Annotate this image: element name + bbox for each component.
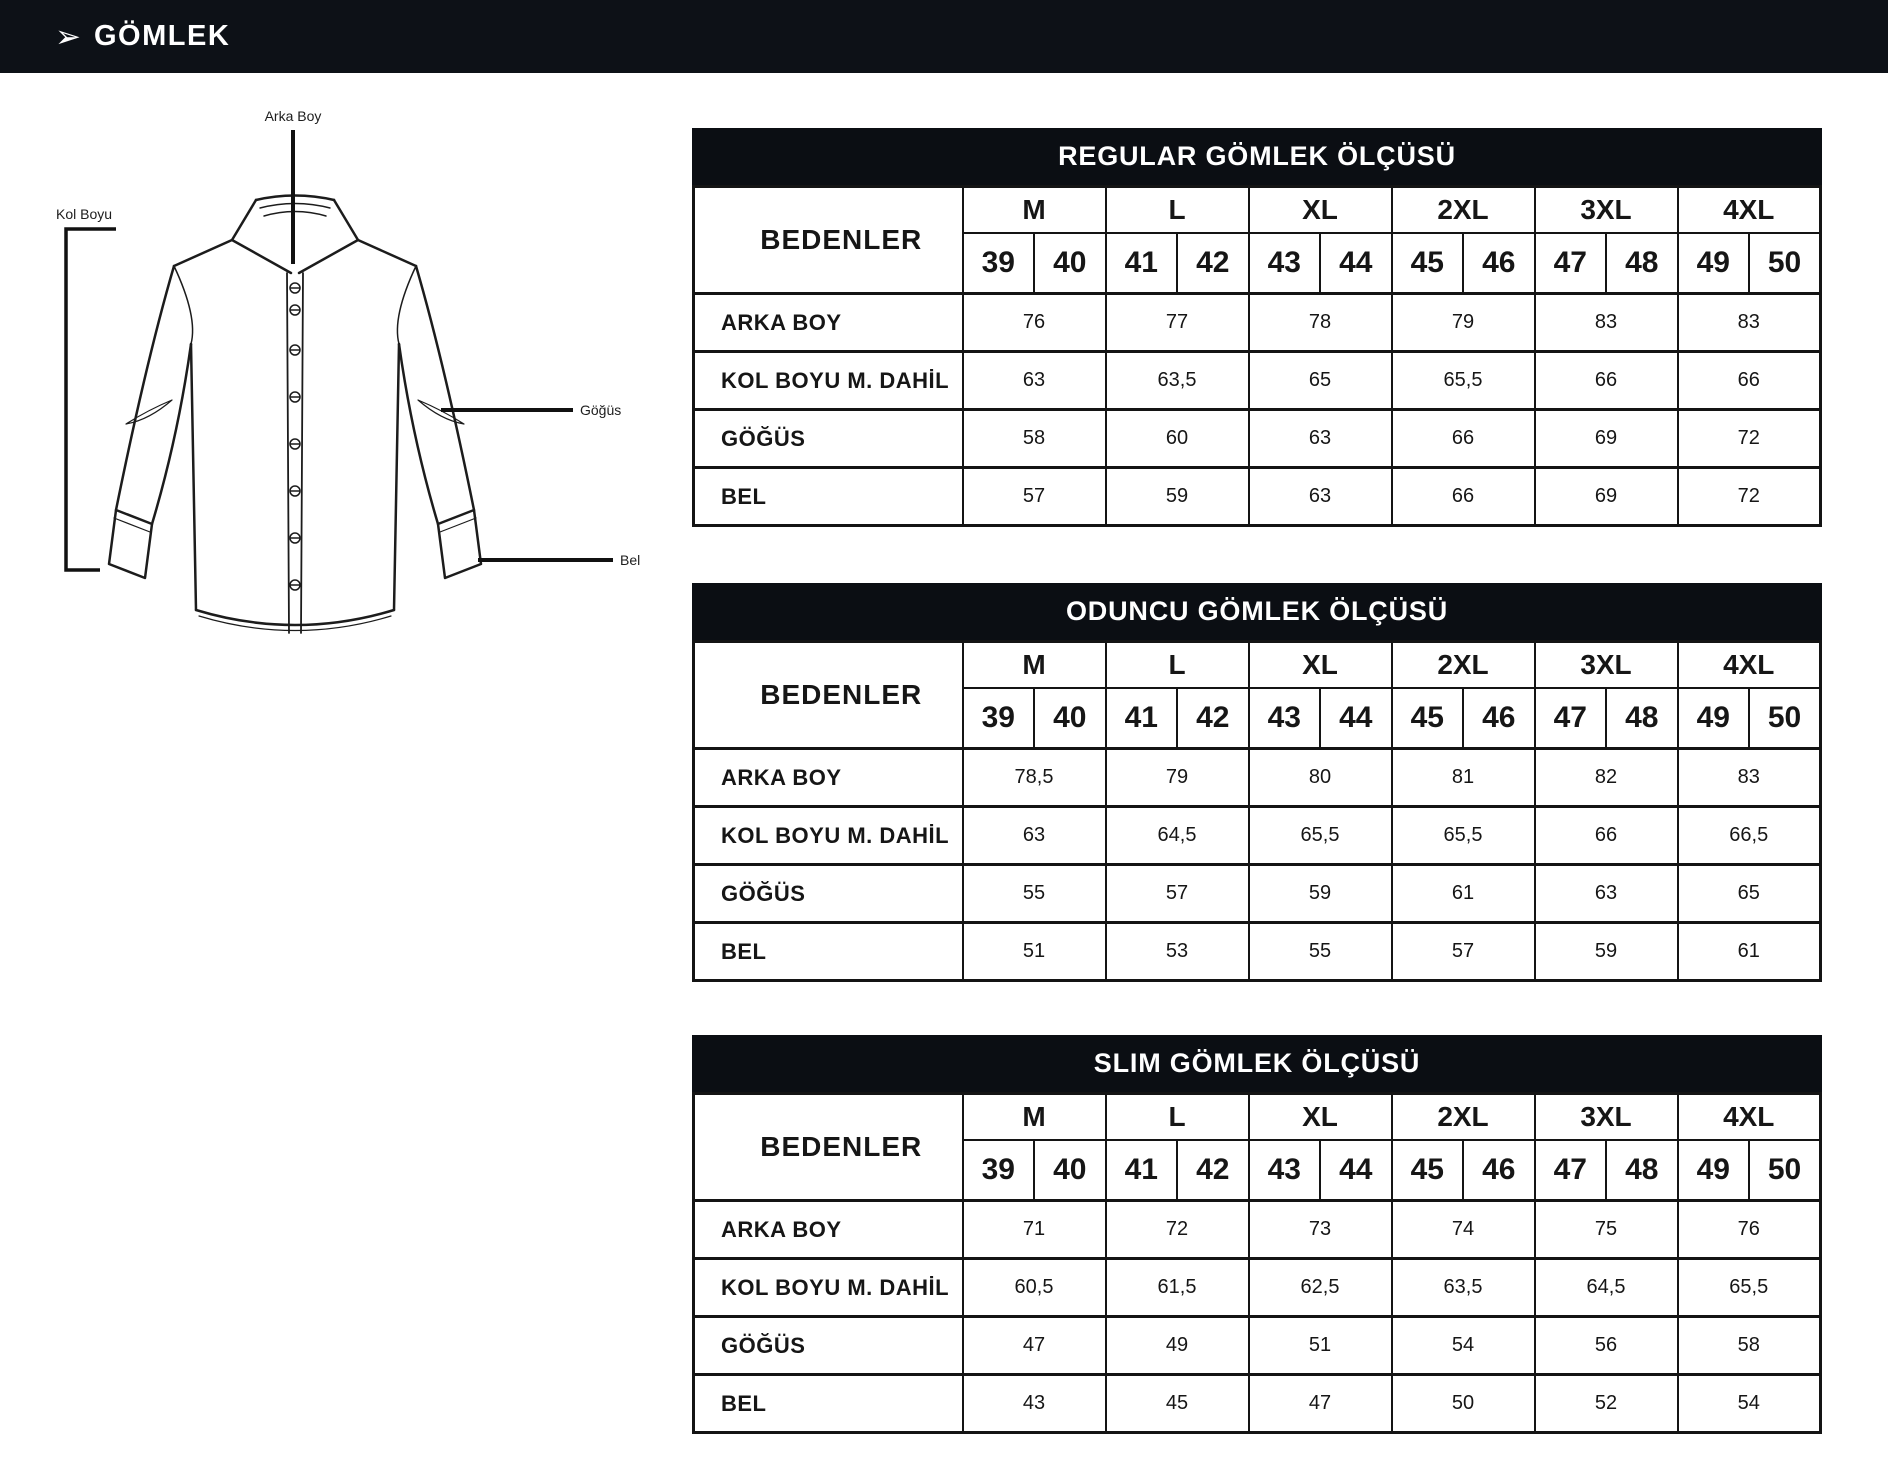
size-number-header: 49 bbox=[1678, 1140, 1750, 1201]
measurement-value: 63 bbox=[963, 352, 1106, 410]
size-group-header: 4XL bbox=[1678, 1094, 1821, 1140]
measurement-value: 65 bbox=[1678, 865, 1821, 923]
measurement-row-label: KOL BOYU M. DAHİL bbox=[694, 352, 963, 410]
measurement-value: 66 bbox=[1678, 352, 1821, 410]
measurement-value: 59 bbox=[1535, 923, 1678, 981]
shirt-buttons bbox=[290, 283, 300, 590]
measurement-value: 53 bbox=[1106, 923, 1249, 981]
size-number-header: 42 bbox=[1177, 688, 1249, 749]
size-number-header: 44 bbox=[1320, 233, 1392, 294]
measurement-value: 79 bbox=[1106, 749, 1249, 807]
measurement-value: 61,5 bbox=[1106, 1259, 1249, 1317]
size-number-header: 46 bbox=[1463, 688, 1535, 749]
size-number-header: 42 bbox=[1177, 233, 1249, 294]
measurement-value: 51 bbox=[963, 923, 1106, 981]
measurement-value: 83 bbox=[1678, 749, 1821, 807]
size-group-header: XL bbox=[1249, 187, 1392, 233]
size-number-header: 47 bbox=[1535, 1140, 1607, 1201]
size-group-header: 3XL bbox=[1535, 1094, 1678, 1140]
measurement-value: 74 bbox=[1392, 1201, 1535, 1259]
size-table-oduncu bbox=[692, 583, 1822, 982]
measurement-value: 43 bbox=[963, 1375, 1106, 1433]
size-table-regular bbox=[692, 128, 1822, 527]
measurement-value: 61 bbox=[1678, 923, 1821, 981]
size-group-header: 3XL bbox=[1535, 642, 1678, 688]
size-number-header: 50 bbox=[1749, 233, 1821, 294]
measurement-value: 60,5 bbox=[963, 1259, 1106, 1317]
measurement-value: 63,5 bbox=[1106, 352, 1249, 410]
size-number-header: 39 bbox=[963, 688, 1035, 749]
size-group-header: 2XL bbox=[1392, 642, 1535, 688]
size-number-header: 46 bbox=[1463, 233, 1535, 294]
measurement-value: 82 bbox=[1535, 749, 1678, 807]
measurement-value: 59 bbox=[1249, 865, 1392, 923]
size-number-header: 48 bbox=[1606, 1140, 1678, 1201]
measurement-value: 69 bbox=[1535, 410, 1678, 468]
size-number-header: 39 bbox=[963, 1140, 1035, 1201]
size-number-header: 50 bbox=[1749, 688, 1821, 749]
measurement-value: 77 bbox=[1106, 294, 1249, 352]
size-group-header: 3XL bbox=[1535, 187, 1678, 233]
measurement-value: 79 bbox=[1392, 294, 1535, 352]
measurement-value: 72 bbox=[1678, 410, 1821, 468]
size-number-header: 40 bbox=[1034, 1140, 1106, 1201]
measurement-value: 76 bbox=[1678, 1201, 1821, 1259]
size-number-header: 43 bbox=[1249, 233, 1321, 294]
measurement-value: 65 bbox=[1249, 352, 1392, 410]
size-group-header: 2XL bbox=[1392, 187, 1535, 233]
measurement-row-label: BEL bbox=[694, 1375, 963, 1433]
measurement-value: 58 bbox=[1678, 1317, 1821, 1375]
bedenler-header: BEDENLER bbox=[694, 1094, 963, 1201]
size-number-header: 45 bbox=[1392, 1140, 1464, 1201]
bedenler-header: BEDENLER bbox=[694, 187, 963, 294]
measurement-value: 63 bbox=[1249, 468, 1392, 526]
double-chevron-icon: ➢ bbox=[55, 19, 81, 54]
size-number-header: 41 bbox=[1106, 688, 1178, 749]
measurement-value: 50 bbox=[1392, 1375, 1535, 1433]
measurement-value: 83 bbox=[1678, 294, 1821, 352]
measurement-value: 78,5 bbox=[963, 749, 1106, 807]
measurement-value: 55 bbox=[1249, 923, 1392, 981]
measurement-value: 47 bbox=[1249, 1375, 1392, 1433]
measurement-value: 47 bbox=[963, 1317, 1106, 1375]
size-group-header: XL bbox=[1249, 1094, 1392, 1140]
measurement-value: 66,5 bbox=[1678, 807, 1821, 865]
measurement-value: 63,5 bbox=[1392, 1259, 1535, 1317]
size-number-header: 45 bbox=[1392, 688, 1464, 749]
gogus-label: Göğüs bbox=[580, 402, 622, 418]
size-group-header: M bbox=[963, 642, 1106, 688]
size-number-header: 44 bbox=[1320, 1140, 1392, 1201]
measurement-value: 66 bbox=[1392, 468, 1535, 526]
size-number-header: 50 bbox=[1749, 1140, 1821, 1201]
measurement-value: 66 bbox=[1535, 807, 1678, 865]
measurement-value: 72 bbox=[1678, 468, 1821, 526]
table-title: REGULAR GÖMLEK ÖLÇÜSÜ bbox=[692, 128, 1822, 185]
measurement-value: 63 bbox=[1249, 410, 1392, 468]
measurement-row-label: ARKA BOY bbox=[694, 1201, 963, 1259]
page-title: GÖMLEK bbox=[93, 20, 231, 52]
measurement-value: 65,5 bbox=[1678, 1259, 1821, 1317]
measurement-value: 66 bbox=[1535, 352, 1678, 410]
measurement-value: 63 bbox=[1535, 865, 1678, 923]
measurement-value: 61 bbox=[1392, 865, 1535, 923]
kol-boyu-label: Kol Boyu bbox=[56, 206, 113, 222]
size-number-header: 47 bbox=[1535, 688, 1607, 749]
size-number-header: 42 bbox=[1177, 1140, 1249, 1201]
measurement-value: 63 bbox=[963, 807, 1106, 865]
size-number-header: 49 bbox=[1678, 688, 1750, 749]
size-group-header: L bbox=[1106, 642, 1249, 688]
size-tables bbox=[692, 0, 1822, 1476]
size-number-header: 41 bbox=[1106, 1140, 1178, 1201]
size-group-header: 2XL bbox=[1392, 1094, 1535, 1140]
measurement-value: 65,5 bbox=[1249, 807, 1392, 865]
shirt-measurement-diagram bbox=[28, 92, 668, 672]
measurement-value: 52 bbox=[1535, 1375, 1678, 1433]
measurement-value: 71 bbox=[963, 1201, 1106, 1259]
measurement-row-label: BEL bbox=[694, 468, 963, 526]
measurement-value: 49 bbox=[1106, 1317, 1249, 1375]
measurement-value: 78 bbox=[1249, 294, 1392, 352]
measurement-row-label: KOL BOYU M. DAHİL bbox=[694, 1259, 963, 1317]
measurement-value: 57 bbox=[1392, 923, 1535, 981]
measurement-row-label: ARKA BOY bbox=[694, 749, 963, 807]
size-number-header: 39 bbox=[963, 233, 1035, 294]
size-group-header: M bbox=[963, 187, 1106, 233]
measurement-value: 55 bbox=[963, 865, 1106, 923]
measurement-row-label: BEL bbox=[694, 923, 963, 981]
size-number-header: 43 bbox=[1249, 688, 1321, 749]
size-group-header: 4XL bbox=[1678, 642, 1821, 688]
size-number-header: 48 bbox=[1606, 688, 1678, 749]
arka-boy-label: Arka Boy bbox=[264, 108, 322, 124]
size-group-header: M bbox=[963, 1094, 1106, 1140]
size-number-header: 49 bbox=[1678, 233, 1750, 294]
measurement-value: 66 bbox=[1392, 410, 1535, 468]
bedenler-header: BEDENLER bbox=[694, 642, 963, 749]
measurement-value: 81 bbox=[1392, 749, 1535, 807]
measurement-value: 59 bbox=[1106, 468, 1249, 526]
measurement-value: 62,5 bbox=[1249, 1259, 1392, 1317]
size-number-header: 41 bbox=[1106, 233, 1178, 294]
size-number-header: 45 bbox=[1392, 233, 1464, 294]
size-number-header: 43 bbox=[1249, 1140, 1321, 1201]
measurement-value: 80 bbox=[1249, 749, 1392, 807]
measurement-value: 54 bbox=[1678, 1375, 1821, 1433]
size-number-header: 48 bbox=[1606, 233, 1678, 294]
measurement-value: 58 bbox=[963, 410, 1106, 468]
measurement-value: 56 bbox=[1535, 1317, 1678, 1375]
measurement-value: 75 bbox=[1535, 1201, 1678, 1259]
bel-label: Bel bbox=[620, 552, 641, 568]
size-group-header: 4XL bbox=[1678, 187, 1821, 233]
measurement-value: 57 bbox=[963, 468, 1106, 526]
measurement-row-label: GÖĞÜS bbox=[694, 865, 963, 923]
measurement-value: 54 bbox=[1392, 1317, 1535, 1375]
measurement-value: 45 bbox=[1106, 1375, 1249, 1433]
measurement-row-label: GÖĞÜS bbox=[694, 410, 963, 468]
measurement-value: 60 bbox=[1106, 410, 1249, 468]
size-group-header: L bbox=[1106, 1094, 1249, 1140]
size-table-slim bbox=[692, 1035, 1822, 1434]
measurement-value: 57 bbox=[1106, 865, 1249, 923]
shirt-illustration bbox=[28, 92, 668, 672]
size-number-header: 46 bbox=[1463, 1140, 1535, 1201]
measurement-value: 76 bbox=[963, 294, 1106, 352]
measurement-value: 73 bbox=[1249, 1201, 1392, 1259]
size-number-header: 40 bbox=[1034, 688, 1106, 749]
size-group-header: L bbox=[1106, 187, 1249, 233]
measurement-value: 65,5 bbox=[1392, 352, 1535, 410]
measurement-value: 72 bbox=[1106, 1201, 1249, 1259]
size-number-header: 47 bbox=[1535, 233, 1607, 294]
size-table bbox=[692, 640, 1822, 982]
table-title: SLIM GÖMLEK ÖLÇÜSÜ bbox=[692, 1035, 1822, 1092]
table-title: ODUNCU GÖMLEK ÖLÇÜSÜ bbox=[692, 583, 1822, 640]
size-number-header: 40 bbox=[1034, 233, 1106, 294]
size-table bbox=[692, 185, 1822, 527]
measurement-row-label: ARKA BOY bbox=[694, 294, 963, 352]
measurement-value: 64,5 bbox=[1535, 1259, 1678, 1317]
size-number-header: 44 bbox=[1320, 688, 1392, 749]
measurement-value: 64,5 bbox=[1106, 807, 1249, 865]
measurement-value: 83 bbox=[1535, 294, 1678, 352]
measurement-row-label: KOL BOYU M. DAHİL bbox=[694, 807, 963, 865]
kol-boyu-bracket bbox=[66, 229, 116, 570]
measurement-row-label: GÖĞÜS bbox=[694, 1317, 963, 1375]
size-table bbox=[692, 1092, 1822, 1434]
measurement-value: 51 bbox=[1249, 1317, 1392, 1375]
size-group-header: XL bbox=[1249, 642, 1392, 688]
measurement-value: 65,5 bbox=[1392, 807, 1535, 865]
measurement-lines bbox=[66, 130, 613, 570]
measurement-value: 69 bbox=[1535, 468, 1678, 526]
